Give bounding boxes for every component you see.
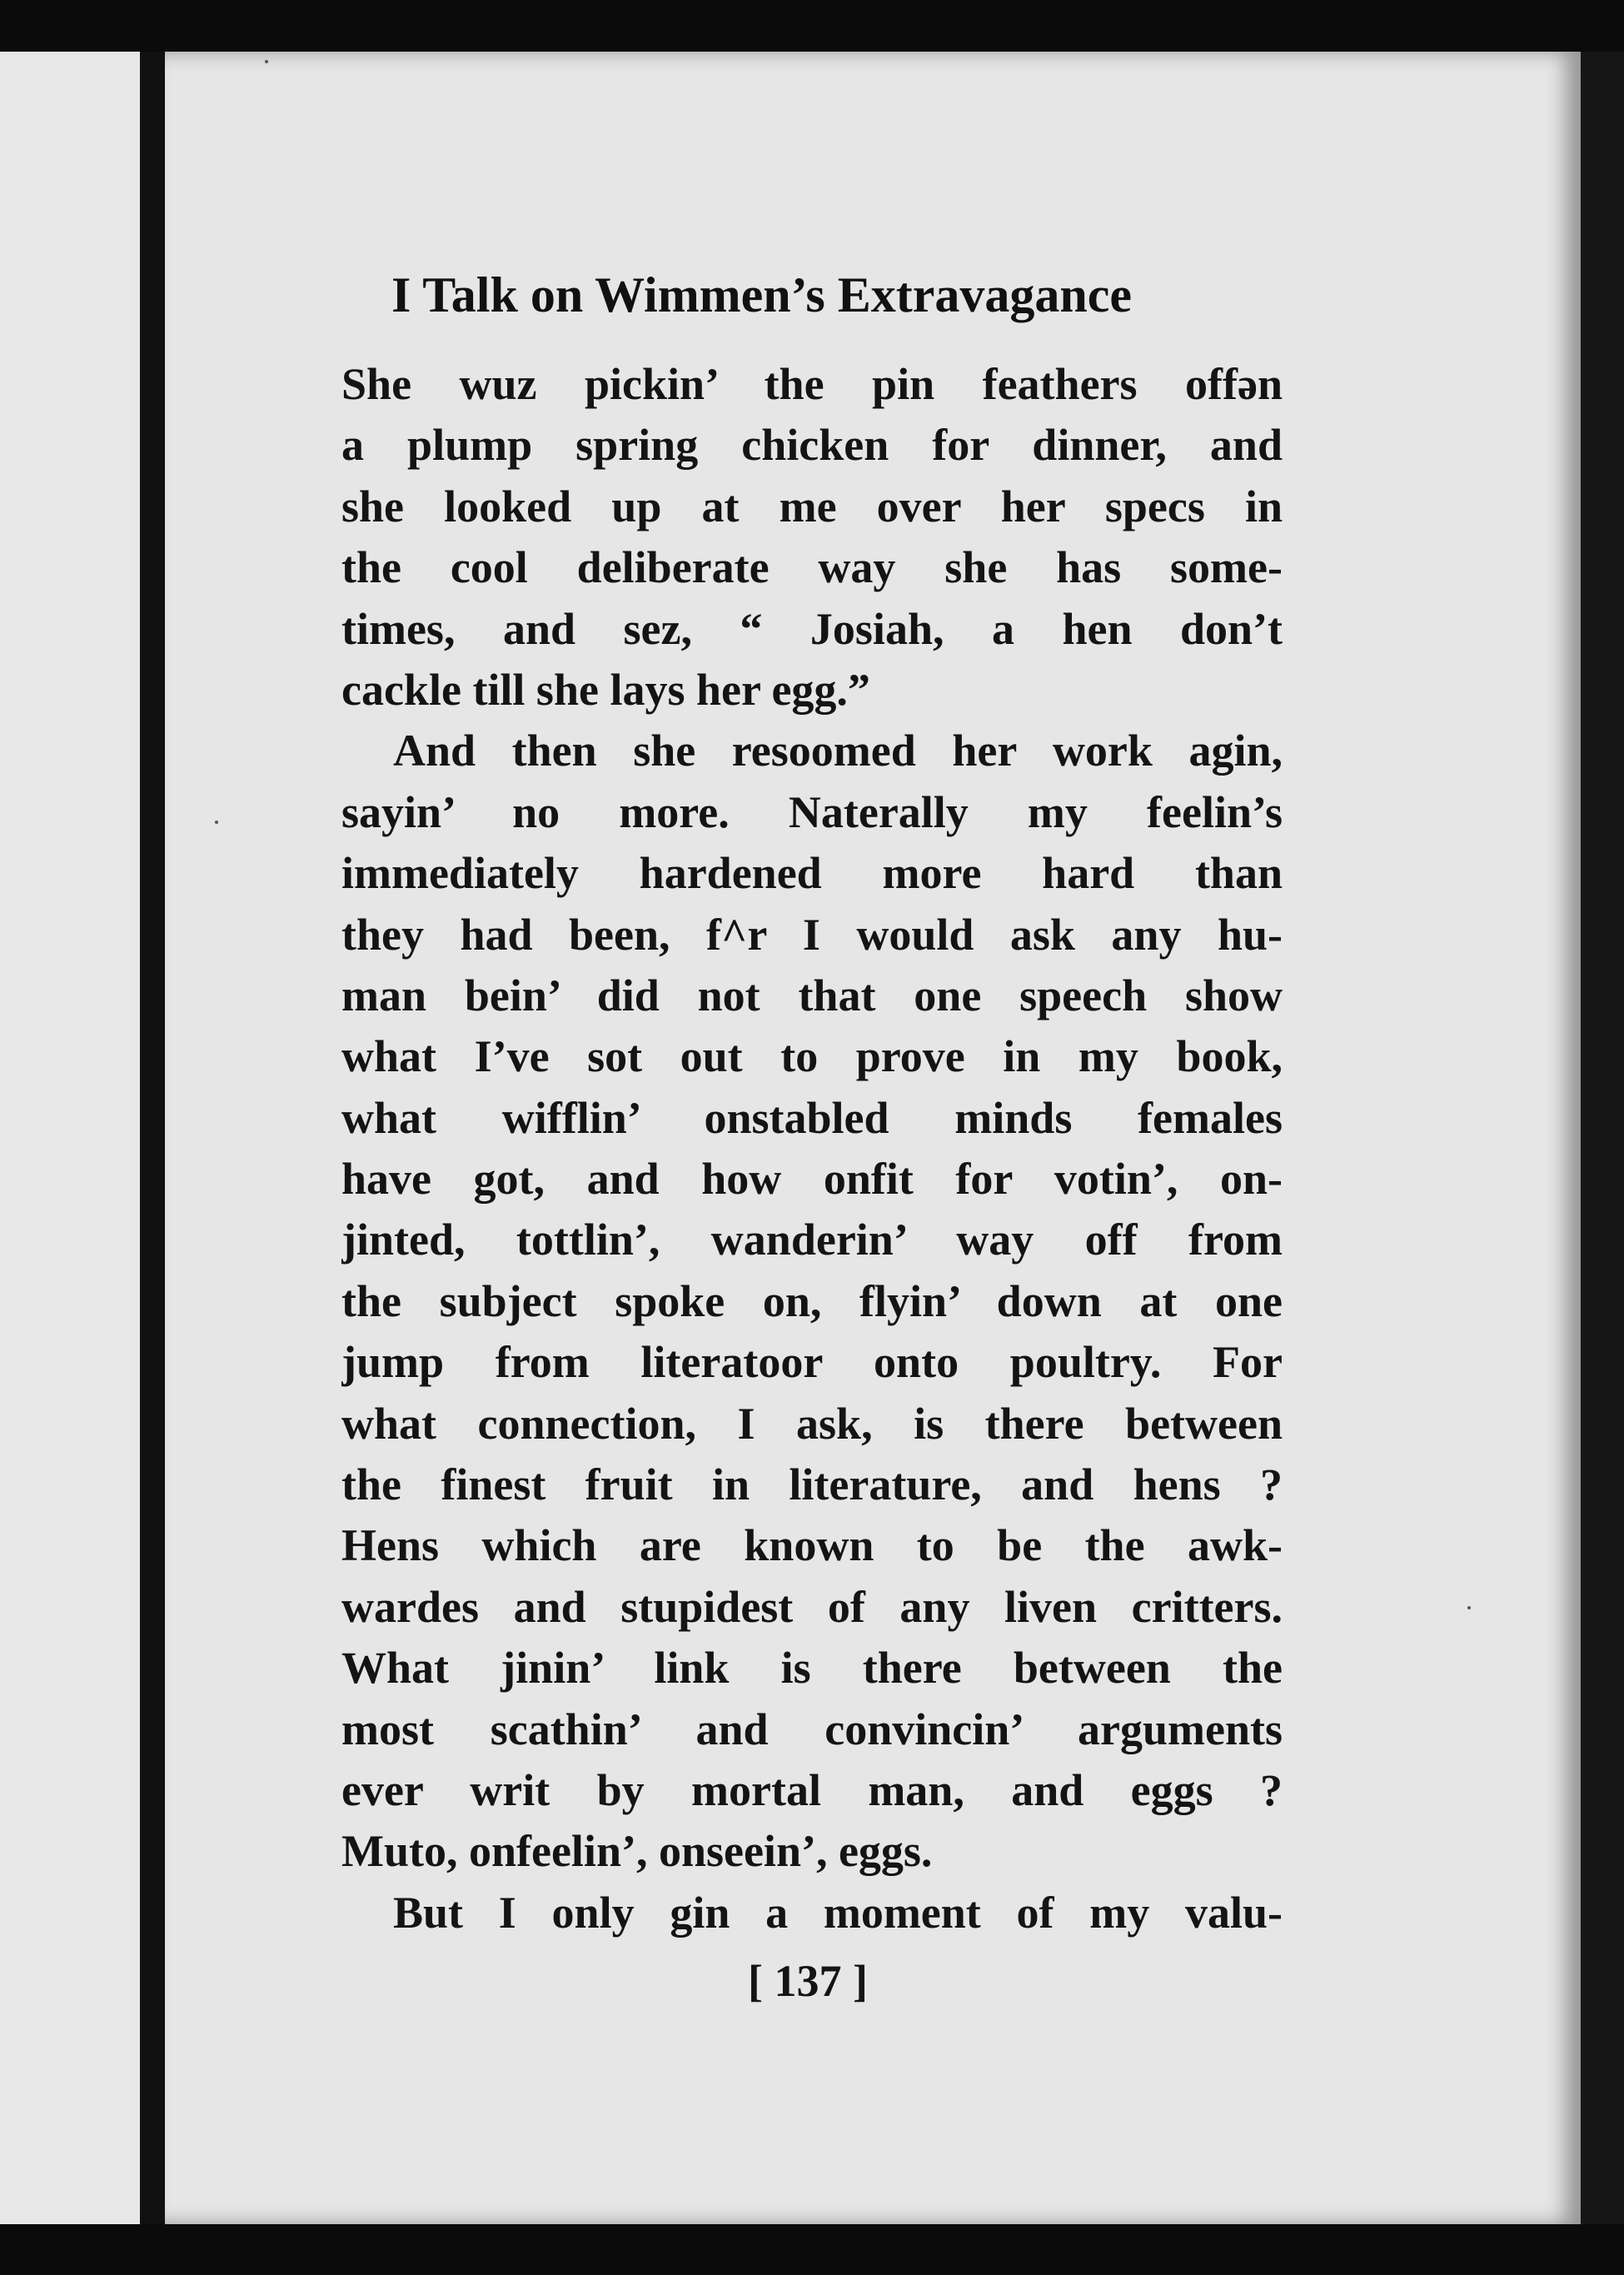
text-line: wardes and stupidest of any liven critters.: [341, 1581, 1283, 1632]
text-line: the finest fruit in literature, and hens ?: [341, 1459, 1283, 1510]
page-number: [ 137 ]: [748, 1956, 868, 2006]
text-line: most scathin’ and convincin’ arguments: [341, 1704, 1283, 1754]
text-line: what connection, I ask, is there between: [341, 1398, 1283, 1449]
text-line: man bein’ did not that one speech show: [341, 970, 1283, 1020]
running-head: I Talk on Wimmen’s Extravagance: [391, 267, 1133, 322]
text-line: Muto, onfeelin’, onseein’, eggs.: [341, 1826, 933, 1877]
text-line: a plump spring chicken for dinner, and: [341, 420, 1283, 471]
dust-speck: [1467, 1606, 1471, 1609]
text-line: cackle till she lays her egg.”: [341, 664, 870, 715]
text-line: have got, and how onfit for votin’, on-: [341, 1154, 1283, 1205]
text-line: times, and sez, “ Josiah, a hen don’t: [341, 603, 1283, 654]
dust-speck: [265, 60, 268, 63]
text-line: But I only gin a moment of my valu-: [393, 1887, 1283, 1938]
text-line: Hens which are known to be the awk-: [341, 1520, 1283, 1571]
text-line: what I’ve sot out to prove in my book,: [341, 1031, 1283, 1082]
text-line: she looked up at me over her specs in: [341, 481, 1283, 531]
text-line: She wuz pickin’ the pin feathers offən: [341, 359, 1283, 409]
text-line: sayin’ no more. Naterally my feelin’s: [341, 786, 1283, 837]
text-line: what wifflin’ onstabled minds females: [341, 1092, 1283, 1143]
text-line: ever writ by mortal man, and eggs ?: [341, 1764, 1283, 1815]
book-gutter: [140, 52, 165, 2224]
text-line: jinted, tottlin’, wanderin’ way off from: [341, 1215, 1283, 1265]
text-line: What jinin’ link is there between the: [341, 1643, 1283, 1694]
text-line: immediately hardened more hard than: [341, 848, 1283, 899]
text-line: jump from literatoor onto poultry. For: [341, 1337, 1283, 1388]
dust-speck: [215, 821, 218, 824]
text-line: the cool deliberate way she has some-: [341, 542, 1283, 593]
right-page-edge: [1581, 52, 1624, 2224]
body-text: [341, 354, 1283, 1943]
text-line: the subject spoke on, flyin’ down at one: [341, 1275, 1283, 1326]
text-line: they had been, f^r I would ask any hu-: [341, 909, 1283, 960]
left-page-edge: [0, 52, 140, 2224]
text-line: And then she resoomed her work agin,: [393, 726, 1283, 776]
